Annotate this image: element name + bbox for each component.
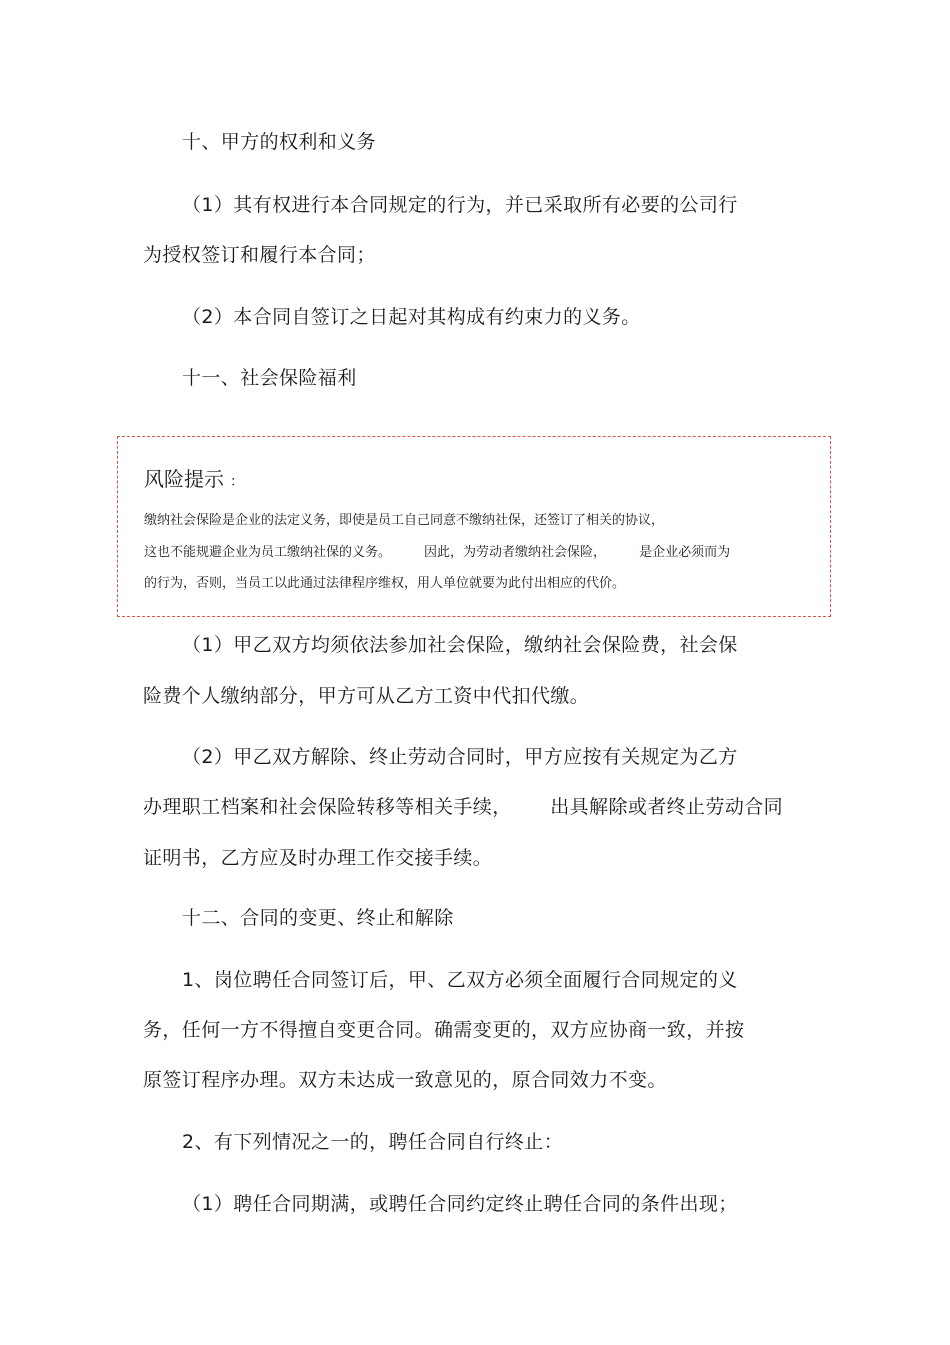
risk-notice-title — [144, 467, 244, 494]
section-12-p2: 2、有下列情况之一的，聘任合同自行终止： — [182, 1131, 564, 1153]
section-11-heading: 十一、社会保险福利 — [182, 367, 357, 389]
section-10-item-1-line-1: （1）其有权进行本合同规定的行为，并已采取所有必要的公司行 — [182, 194, 738, 216]
section-10-item-1-line-2: 为授权签订和履行本合同； — [143, 244, 376, 266]
risk-notice-box — [117, 436, 831, 617]
section-11-item-2-line-2: 办理职工档案和社会保险转移等相关手续， 出具解除或者终止劳动合同 — [143, 796, 784, 818]
section-12-p1-line-1: 1、岗位聘任合同签订后，甲、乙双方必须全面履行合同规定的义 — [182, 969, 738, 991]
risk-notice-line-3: 的行为，否则，当员工以此通过法律程序维权，用人单位就要为此付出相应的代价。 — [144, 576, 626, 591]
section-11-item-2-line-1: （2）甲乙双方解除、终止劳动合同时，甲方应按有关规定为乙方 — [182, 746, 738, 768]
section-10-item-2: （2）本合同自签订之日起对其构成有约束力的义务。 — [182, 306, 641, 328]
section-12-heading: 十二、合同的变更、终止和解除 — [182, 907, 454, 929]
section-11-item-1-line-1: （1）甲乙双方均须依法参加社会保险，缴纳社会保险费，社会保 — [182, 634, 738, 656]
risk-notice-line-1: 缴纳社会保险是企业的法定义务，即使是员工自己同意不缴纳社保，还签订了相关的协议， — [144, 513, 665, 528]
risk-notice-title-colon: ： — [230, 474, 244, 490]
section-12-p1-line-3: 原签订程序办理。双方未达成一致意见的，原合同效力不变。 — [143, 1069, 667, 1091]
section-12-p1-line-2: 务，任何一方不得擅自变更合同。确需变更的，双方应协商一致，并按 — [143, 1019, 745, 1041]
risk-notice-line-2: 这也不能规避企业为员工缴纳社保的义务。 因此，为劳动者缴纳社会保险， 是企业必须而为 — [144, 545, 731, 560]
section-10-heading: 十、甲方的权利和义务 — [182, 131, 377, 153]
section-11-item-1-line-2: 险费个人缴纳部分，甲方可从乙方工资中代扣代缴。 — [143, 685, 590, 707]
section-11-item-2-line-3: 证明书，乙方应及时办理工作交接手续。 — [143, 847, 493, 869]
section-12-p2-item-1: （1）聘任合同期满，或聘任合同约定终止聘任合同的条件出现； — [182, 1193, 738, 1215]
risk-notice-title-text: 风险提示 — [144, 467, 224, 491]
